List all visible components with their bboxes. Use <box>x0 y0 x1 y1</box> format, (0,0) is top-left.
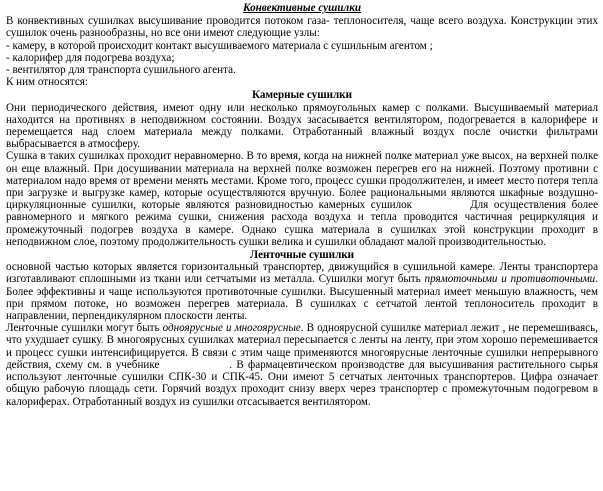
chamber-paragraph-2 <box>6 150 598 248</box>
belt-p2-text-c: . В фармацевтическом производстве для высушивания растительного сырья используют ленточные сушилки СПК-30 и СПК-45. Они имеют 5 сетчатых ленточных транспортеров. Цифра означает общую рабочую площадь сети. Горячий воздух проходит снизу вверх через транспортер с промежуточным подогревом в калориферах. Отработанный воздух из сушилки отсасывается вентилятором. <box>6 358 598 408</box>
belt-p2-emphasis: одноярусные и многоярусные <box>162 322 301 335</box>
document-title: Конвективные сушилки <box>242 2 361 14</box>
chamber-paragraph-1: Они периодического действия, имеют одну или несколько прямоугольных камер с полками. Высушиваемый материал находится на противнях в неподвижном состоянии. Воздух засасывается вентилятором, подогревается в калорифере и перемещается над слоем материала между полками. Отработанный влажный воздух после очистки фильтрами выбрасывается в атмосферу. <box>6 101 598 151</box>
list-item-chamber: - камеру, в которой происходит контакт высушиваемого материала с сушильным агентом ; <box>6 39 433 52</box>
belt-p1-emphasis: прямоточными и противоточными <box>424 273 596 286</box>
belt-paragraph-1 <box>6 261 598 322</box>
belt-paragraph-2 <box>6 322 598 407</box>
belt-p1-text-a: основной частью которых является горизонтальный транспортер, движущийся в сушильной камере. Ленты транспортера изготавливают сплошными из ткани или сетчатыми из металла. Сушилки могут быть <box>6 261 598 286</box>
intro-paragraph: В конвективных сушилках высушивание проводится потоком газа- теплоносителя, чаще всего воздуха. Конструкции этих сушилок очень разнообразны, но все они имеют следующие узлы: <box>6 15 598 40</box>
list-item-fan: - вентилятор для транспорта сушильного агента. <box>6 64 236 77</box>
chamber-paragraph-2-text: Сушка в таких сушилках проходит неравномерно. В то время, когда на нижней полке материал уже высох, на верхней полке он еще влажный. При досушивании материала на верхней полке возможен перегрев его на нижней. Поэтому противни с материалом надо время от времени менять местами. Кроме того, процесс сушки продолжителен, и имеет место потеря тепла при загрузке и выгрузке камер, которые осуществляются вручную. Более рациональными являются шкафные воздушно-циркуляционные сушилки, которые являются разновидностью камерных сушилок <box>6 150 598 212</box>
belt-p2-text-b: . В одноярусной сушилке материал лежит , не перемешиваясь, что ухудшает сушку. В многоярусных сушилках материал пересыпается с ленты на ленту, при этом хорошо перемешивается и процесс сушки интенсифицируется. В связи с этим чаще применяются многоярусные ленточные сушилки непрерывного действия, схему см. в учебнике <box>6 322 598 371</box>
belt-p1-text-b: . Более эффективны и чаще используются противоточные сушилки. Высушенный материал имеет меньшую влажность, чем при прямом потоке, но возможен перегрев материала. В сушилках с сетчатой лентой теплоноситель проходит в направлении, перпендикулярном плоскости ленты. <box>6 273 598 323</box>
chamber-paragraph-2b-text: Для осуществления более равномерного и мягкого режима сушки, снижения расхода воздуха и тепла проводится частичная рециркуляция и промежуточный подогрев воздуха в камере. Однако сушка материала в сушилках этой конструкции проходит в неподвижном слое, поэтому продолжительность сушки велика и сушилки обладают малой производительностью. <box>6 199 598 248</box>
list-item-heater: - калорифер для подогрева воздуха; <box>6 51 175 64</box>
belt-p2-text-a: Ленточные сушилки могут быть <box>6 322 163 335</box>
intro-tail: К ним относятся: <box>6 76 88 89</box>
belt-heading: Ленточные сушилки <box>249 249 355 262</box>
chamber-heading: Камерные сушилки <box>252 89 352 102</box>
